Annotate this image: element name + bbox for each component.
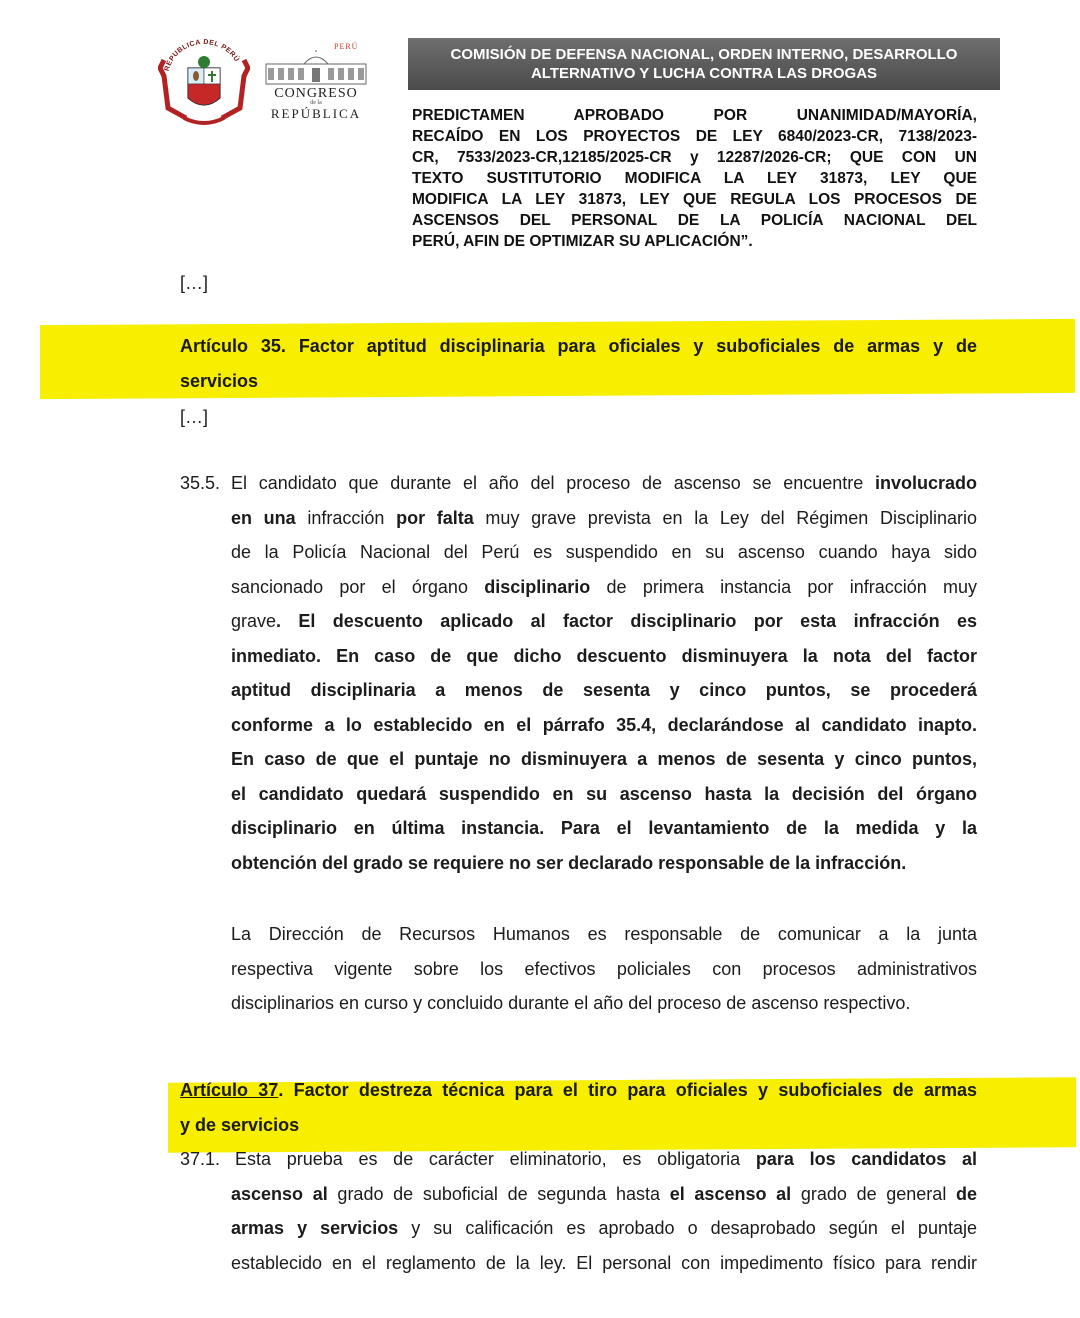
paragraph-line: el candidato quedará suspendido en su ascenso hasta la decisión del órgano (231, 783, 977, 804)
predictamen-line: ASCENSOS DEL PERSONAL DE LA POLICÍA NACIONAL DEL (412, 212, 977, 229)
predictamen-title (412, 105, 977, 252)
predictamen-line: MODIFICA LA LEY 31873, LEY QUE REGULA LOS PROCESOS DE (412, 191, 977, 208)
congress-building-icon (264, 50, 368, 86)
congreso-word: CONGRESO (274, 86, 358, 101)
paragraph-line: conforme a lo establecido en el párrafo 35.4, declarándose al candidato inapto. (231, 714, 977, 735)
paragraph-line: disciplinarios en curso y concluido durante el año del proceso de ascenso respectivo. (231, 993, 911, 1013)
peru-coat-of-arms-logo (158, 38, 250, 126)
article-37-line-1: Artículo 37. Factor destreza técnica para el tiro para oficiales y suboficiales de armas (180, 1080, 977, 1100)
paragraph-line: en una infracción por falta muy grave prevista en la Ley del Régimen Disciplinario (231, 507, 977, 528)
commission-line-2: ALTERNATIVO Y LUCHA CONTRA LAS DROGAS (530, 65, 878, 82)
paragraph-line: grave. El descuento aplicado al factor disciplinario por esta infracción es (231, 611, 977, 631)
predictamen-line: TEXTO SUSTITUTORIO MODIFICA LA LEY 31873, LEY QUE (412, 170, 977, 187)
paragraph-rrhh (231, 917, 977, 1021)
paragraph-line: El candidato que durante el año del proceso de ascenso se encuentre involucrado (231, 473, 977, 493)
paragraph-line: sancionado por el órgano disciplinario de primera instancia por infracción muy (231, 576, 978, 597)
ellipsis: […] (180, 407, 209, 427)
ellipsis: […] (180, 273, 209, 293)
congreso-peru-label: PERÚ (334, 42, 359, 51)
paragraph-line: respectiva vigente sobre los efectivos policiales con procesos administrativos (231, 958, 977, 979)
predictamen-line: PERÚ, AFIN DE OPTIMIZAR SU APLICACIÓN”. (412, 233, 753, 250)
paragraph-line: establecido en el reglamento de la ley. El personal con impedimento físico para rendir (231, 1252, 977, 1273)
paragraph-number: 37.1. (180, 1149, 221, 1169)
article-35-heading (180, 329, 977, 398)
congreso-republica: REPÚBLICA (270, 106, 362, 121)
paragraph-line: inmediato. En caso de que dicho descuento disminuyera la nota del factor (231, 645, 977, 666)
article-35-line-2: servicios (180, 370, 259, 391)
paragraph-line: obtención del grado se requiere no ser declarado responsable de la infracción. (231, 852, 907, 873)
paragraph-line: ascenso al grado de suboficial de segunda hasta el ascenso al grado de general de (231, 1183, 978, 1204)
article-37-line-2: y de servicios (180, 1114, 300, 1135)
paragraph-line: La Dirección de Recursos Humanos es responsable de comunicar a la junta (231, 924, 977, 944)
article-37-heading (180, 1073, 977, 1142)
paragraph-line: Esta prueba es de carácter eliminatorio, es obligatoria para los candidatos al (235, 1149, 978, 1169)
paragraph-number: 35.5. (180, 473, 221, 493)
paragraph-line: aptitud disciplinaria a menos de sesenta y cinco puntos, se procederá (231, 680, 977, 700)
predictamen-line: RECAÍDO EN LOS PROYECTOS DE LEY 6840/2023-CR, 7138/2023- (412, 128, 977, 145)
paragraph-line: disciplinario en última instancia. Para el levantamiento de la medida y la (231, 818, 977, 838)
paragraph-line: de la Policía Nacional del Perú es suspendido en su ascenso cuando haya sido (231, 542, 977, 562)
commission-banner (408, 38, 1000, 90)
predictamen-line: CR, 7533/2023-CR,12185/2025-CR y 12287/2026-CR; QUE CON UN (412, 149, 977, 166)
commission-line-1: COMISIÓN DE DEFENSA NACIONAL, ORDEN INTERNO, DESARROLLO (450, 46, 958, 63)
paragraph-line: En caso de que el puntaje no disminuyera a menos de sesenta y cinco puntos, (231, 749, 977, 769)
paragraph-37-1 (180, 1142, 977, 1280)
paragraph-line: armas y servicios y su calificación es aprobado o desaprobado según el puntaje (231, 1218, 977, 1238)
paragraph-35-5 (180, 466, 977, 880)
svg-text:REPUBLICA DEL PERÚ: REPUBLICA DEL PERÚ (163, 38, 241, 73)
article-35-line-1: Artículo 35. Factor aptitud disciplinaria para oficiales y suboficiales de armas y de (180, 336, 977, 356)
congreso-de-la: de la (310, 100, 322, 106)
predictamen-line: PREDICTAMEN APROBADO POR UNANIMIDAD/MAYORÍA, (412, 107, 977, 124)
congreso-logo (262, 42, 370, 122)
